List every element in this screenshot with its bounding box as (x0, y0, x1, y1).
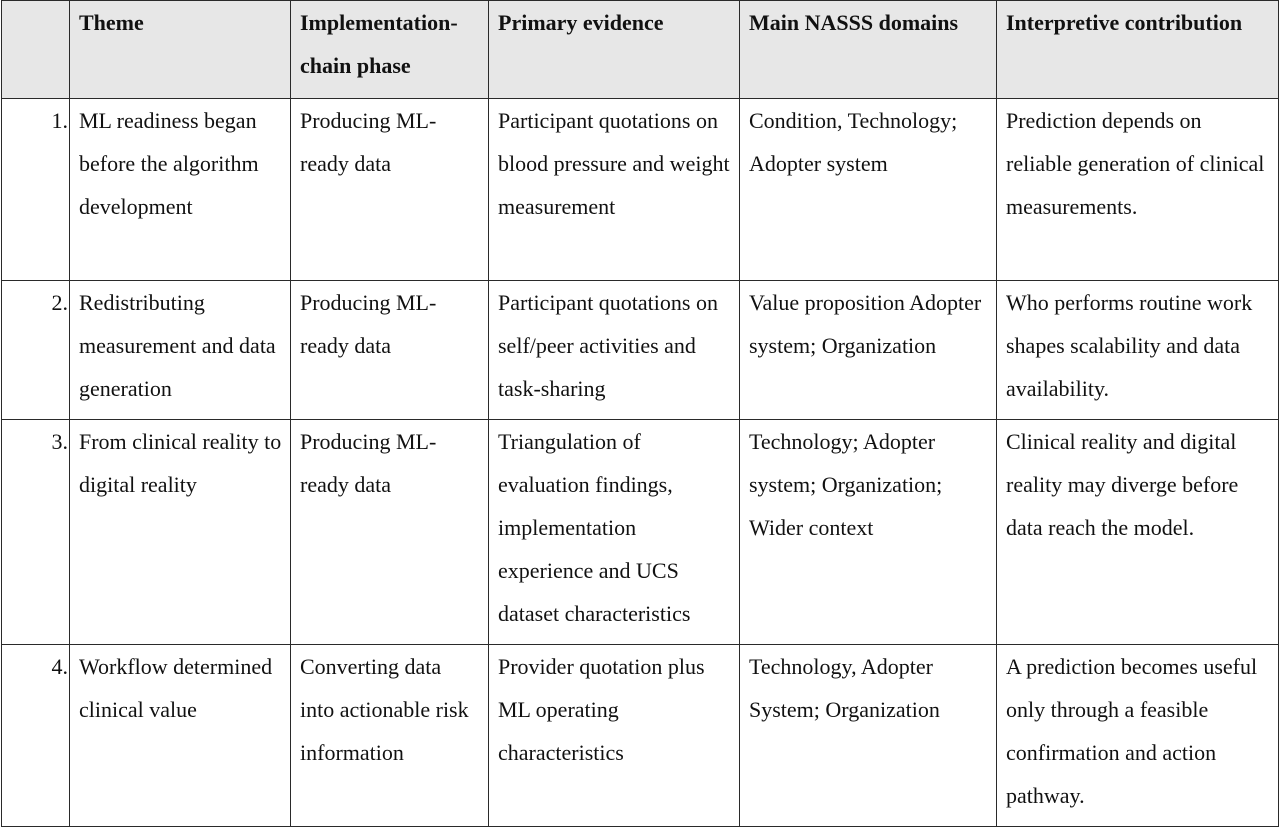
cell-theme: From clinical reality to digital reality (70, 420, 291, 645)
themes-table (1, 0, 1279, 827)
cell-phase: Producing ML-ready data (291, 420, 489, 645)
header-primary-evidence: Primary evidence (489, 1, 740, 99)
header-number (2, 1, 70, 99)
row-number (2, 420, 70, 645)
header-implementation-phase: Implementation-chain phase (291, 1, 489, 99)
header-theme: Theme (70, 1, 291, 99)
table-row (2, 281, 1279, 420)
cell-evidence: Participant quotations on blood pressure and weight measurement (489, 99, 740, 281)
cell-phase: Producing ML-ready data (291, 99, 489, 281)
cell-contribution: A prediction becomes useful only through a feasible confirmation and action pathway. (997, 645, 1279, 827)
cell-theme: Workflow determined clinical value (70, 645, 291, 827)
cell-contribution: Prediction depends on reliable generation of clinical measurements. (997, 99, 1279, 281)
cell-domains: Value proposition Adopter system; Organization (740, 281, 997, 420)
cell-domains: Technology; Adopter system; Organization; Wider context (740, 420, 997, 645)
cell-theme: Redistributing measurement and data generation (70, 281, 291, 420)
cell-domains: Technology, Adopter System; Organization (740, 645, 997, 827)
cell-contribution: Who performs routine work shapes scalability and data availability. (997, 281, 1279, 420)
row-number-label: 3. (51, 429, 68, 454)
cell-phase: Converting data into actionable risk information (291, 645, 489, 827)
row-number (2, 281, 70, 420)
table-row (2, 420, 1279, 645)
table-header (2, 1, 1279, 99)
header-row (2, 1, 1279, 99)
row-number (2, 645, 70, 827)
table-body (2, 99, 1279, 827)
cell-theme: ML readiness began before the algorithm development (70, 99, 291, 281)
cell-domains: Condition, Technology; Adopter system (740, 99, 997, 281)
row-number (2, 99, 70, 281)
table-row (2, 99, 1279, 281)
cell-evidence: Provider quotation plus ML operating characteristics (489, 645, 740, 827)
row-number-label: 1. (51, 108, 68, 133)
header-nasss-domains: Main NASSS domains (740, 1, 997, 99)
header-interpretive-contribution: Interpretive contribution (997, 1, 1279, 99)
table-row (2, 645, 1279, 827)
row-number-label: 4. (51, 654, 68, 679)
cell-phase: Producing ML-ready data (291, 281, 489, 420)
cell-evidence: Participant quotations on self/peer activities and task-sharing (489, 281, 740, 420)
row-number-label: 2. (51, 290, 68, 315)
cell-evidence: Triangulation of evaluation findings, implementation experience and UCS dataset characteristics (489, 420, 740, 645)
cell-contribution: Clinical reality and digital reality may diverge before data reach the model. (997, 420, 1279, 645)
